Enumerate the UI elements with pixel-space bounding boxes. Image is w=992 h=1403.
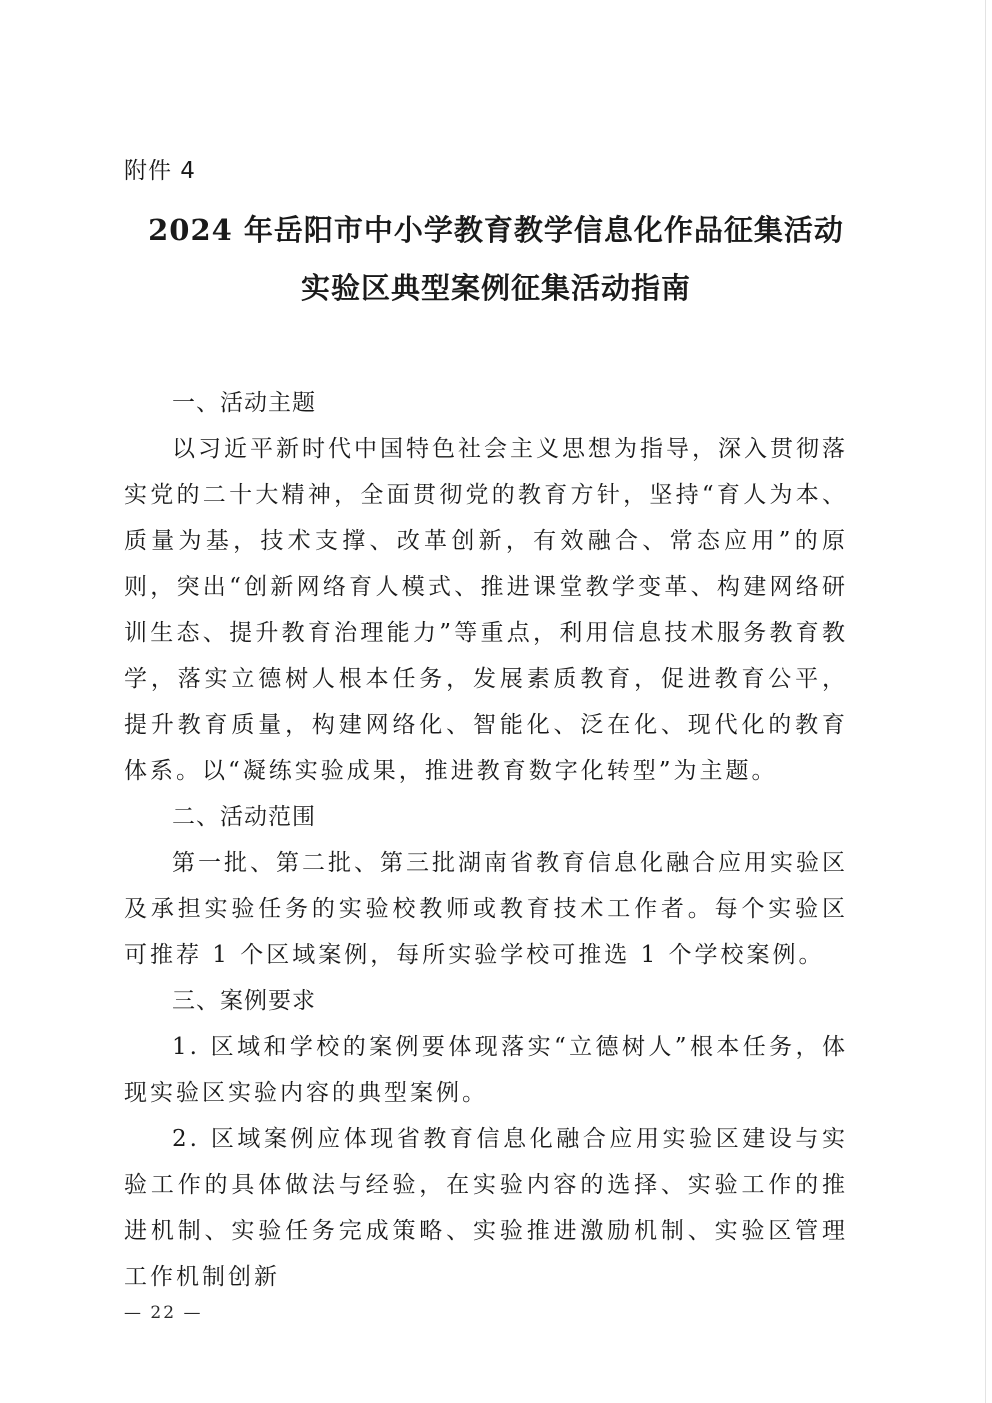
attachment-label: 附件 4 xyxy=(124,158,196,184)
section-heading-scope: 二、活动范围 xyxy=(172,804,316,830)
requirement-item-1: 1. 区域和学校的案例要体现落实“立德树人”根本任务，体现实验区实验内容的典型案例。 xyxy=(124,1034,848,1106)
section-paragraph-scope: 第一批、第二批、第三批湖南省教育信息化融合应用实验区及承担实验任务的实验校教师或教育技术工作者。每个实验区可推荐 1 个区域案例，每所实验学校可推选 1 个学校案例。 xyxy=(124,850,848,968)
section-heading-theme: 一、活动主题 xyxy=(172,390,316,416)
section-paragraph-theme: 以习近平新时代中国特色社会主义思想为指导，深入贯彻落实党的二十大精神，全面贯彻党的教育方针，坚持“育人为本、质量为基，技术支撑、改革创新，有效融合、常态应用”的原则，突出“创新网络育人模式、推进课堂教学变革、构建网络研训生态、提升教育治理能力”等重点，利用信息技术服务教育教学，落实立德树人根本任务，发展素质教育，促进教育公平，提升教育质量，构建网络化、智能化、泛在化、现代化的教育体系。以“凝练实验成果，推进教育数字化转型”为主题。 xyxy=(124,436,848,784)
document-title-line-1: 2024 年岳阳市中小学教育教学信息化作品征集活动 xyxy=(148,213,844,247)
section-heading-requirements: 三、案例要求 xyxy=(172,988,316,1014)
requirement-item-2: 2. 区域案例应体现省教育信息化融合应用实验区建设与实验工作的具体做法与经验，在实验内容的选择、实验工作的推进机制、实验任务完成策略、实验推进激励机制、实验区管理工作机制创新 xyxy=(124,1126,848,1290)
document-title-line-2: 实验区典型案例征集活动指南 xyxy=(300,271,691,305)
page-number: — 22 — xyxy=(124,1303,203,1323)
document-body xyxy=(124,380,848,1300)
